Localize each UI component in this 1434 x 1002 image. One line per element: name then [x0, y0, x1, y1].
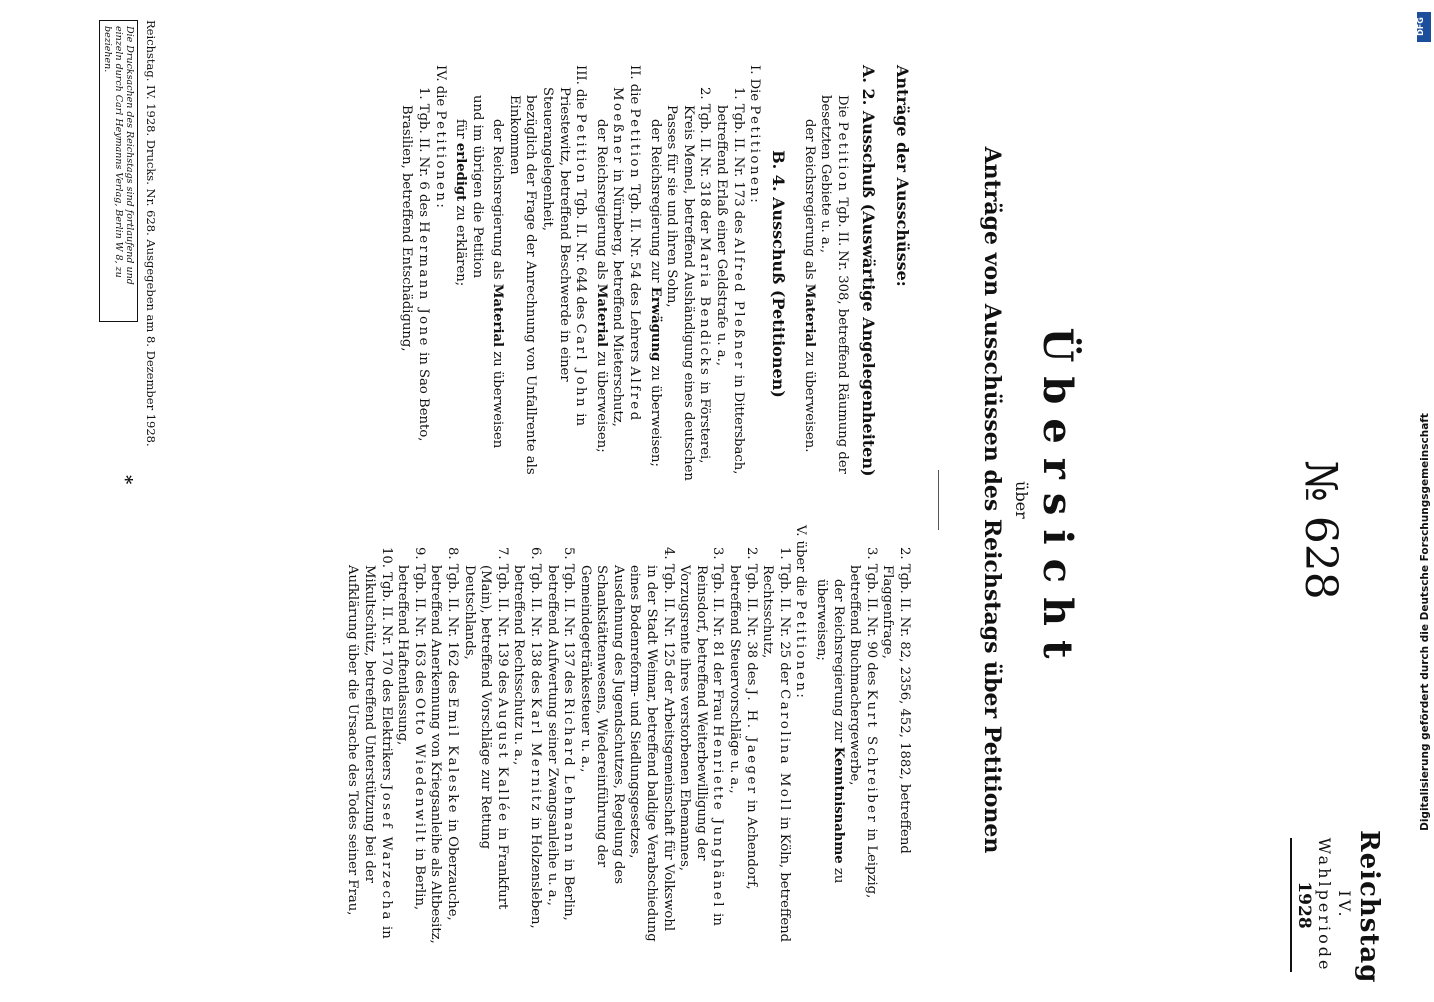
list-item: 5. Tgb. II. Nr. 137 des Richard Lehmann in Berlin, betreffend Aufwertung seiner Zwangsanleihe u. a.,	[544, 547, 577, 921]
list-item: 3. Tgb. II. Nr. 90 des Kurt Schreiber in Leipzig, betreffend Buchmachergewerbe,	[847, 547, 879, 899]
list-item: 6. Tgb. II. Nr. 138 des Karl Mernitz in Holzensleben, betreffend Rechtsschutz u. a.,	[511, 547, 543, 929]
list-item: 3. Tgb. II. Nr. 81 der Frau Henriette Junghänel in Reinsdorf, betreffend Weiterbewilligung der Vorzugsrente ihres verstorbenen Ehemannes,	[677, 547, 726, 926]
document-subtitle: Anträge von Ausschüssen des Reichstags über Petitionen	[979, 146, 1005, 854]
header-rule	[1290, 838, 1292, 972]
list-item: 2. Tgb. II. Nr. 318 der Maria Bendicks in Försterei, Kreis Memel, betreffend Aushändigung eines deutschen Passes für sie und ihren Sohn,	[664, 87, 713, 481]
right-column	[344, 525, 912, 945]
resolution: für erledigt zu erklären;	[453, 119, 469, 287]
footer-star: *	[115, 475, 136, 485]
resolution: der Reichsregierung zur Kenntnisnahme zu überweisen;	[814, 579, 846, 884]
list-item: 9. Tgb. II. Nr. 163 des Otto Wiedenwilt in Berlin, betreffend Haftentlassung,	[395, 547, 427, 911]
section-a-petition: Die Petition Tgb. II. Nr. 308, betreffend Räumung der besetzten Gebiete u. a.,	[818, 95, 850, 474]
footer-box: Die Drucksachen des Reichstags sind fortlaufend und einzeln durch Carl Heymanns Verlag, Berlin W 8, zu beziehen.	[99, 20, 138, 322]
roman-iii: III. die Petition Tgb. II. Nr. 644 des Carl John in Priestewitz, betreffend Beschwerde in einer Steuerangelegenheit,	[540, 65, 589, 426]
roman-v: V. über die Petitionen:	[793, 525, 809, 698]
roman-ii: II. die Petition Tgb. II. Nr. 54 des Lehrers Alfred Moeßner in Nürnberg, betreffend Mieterschutz,	[610, 65, 643, 427]
list-item: 1. Tgb. II. Nr. 25 der Carolina Moll in Köln, betreffend Rechtsschutz,	[760, 547, 792, 943]
document-title: Übersicht	[1034, 327, 1081, 673]
dfg-logo: DFG	[1417, 12, 1431, 42]
list-item: 1. Tgb. II. Nr. 6 des Hermann Jone in Sao Bento, Brasilien, betreffend Entschädigung,	[399, 87, 431, 442]
document-number: № 628	[1295, 460, 1346, 600]
header-block	[1290, 830, 1384, 984]
digitization-note: Digitalisierung gefördert durch die Deutsche Forschungsgemeinschaft	[1419, 413, 1431, 831]
roman-i: I. Die Petitionen:	[747, 65, 763, 203]
list-item: 1. Tgb. II. Nr. 173 des Alfred Pleßner in Dittersbach, betreffend Erlaß einer Geldstrafe u. a.,	[714, 87, 746, 475]
header-title: Reichstag	[1354, 830, 1384, 984]
roman-iv: IV. die Petitionen:	[432, 65, 448, 208]
section-b-heading: B. 4. Ausschuß (Petitionen)	[769, 150, 789, 398]
header-period: IV. Wahlperiode	[1315, 837, 1354, 973]
resolution: der Reichsregierung zur Erwägung zu überweisen;	[647, 119, 663, 467]
clause: und im übrigen die Petition	[469, 95, 485, 279]
title-divider	[938, 470, 939, 530]
list-item: 8. Tgb. II. Nr. 162 des Emil Kaleske in Oberzauche, betreffend Anerkennung von Kriegsanleihe als Altbesitz,	[428, 547, 460, 944]
resolution: der Reichsregierung als Material zu überweisen;	[593, 119, 609, 453]
digitization-strip	[1415, 8, 1433, 992]
section-heading: Anträge der Ausschüsse:	[893, 65, 912, 287]
header-year: 1928	[1294, 881, 1314, 929]
list-item: 7. Tgb. II. Nr. 139 des August Kallée in Frankfurt (Main), betreffend Vorschläge zur Rettung Deutschlands,	[461, 547, 510, 910]
list-item: 10. Tgb. II. Nr. 170 des Elektrikers Josef Warzecha in Mikultschütz, betreffend Unterstützung bei der Aufklärung über die Ursache des Todes seiner Frau,	[345, 547, 394, 939]
left-column	[398, 65, 912, 483]
list-item: 2. Tgb. II. Nr. 38 des J. H. Jaeger in Achendorf, betreffend Steuervorschläge u. a.,	[727, 547, 759, 890]
title-connector: über	[1012, 481, 1031, 519]
section-a-heading: A. 2. Ausschuß (Auswärtige Angelegenheiten)	[859, 65, 878, 477]
list-item: 4. Tgb. II. Nr. 125 der Arbeitsgemeinschaft für Volkswohl in der Stadt Weimar, betreffend baldige Verabschiedung eines Bodenreform- und Siedlungsgesetzes, Ausdehnung des Jugendschutzes, Regelung des Schankstättenwesens, Wiedereinführung der Gemeindegetränkesteuer u. a.,	[577, 547, 676, 942]
section-a-resolution: der Reichsregierung als Material zu überweisen.	[801, 119, 817, 453]
clause: bezüglich der Frage der Anrechnung von Unfallrente als Einkommen	[506, 95, 539, 475]
list-item: 2. Tgb. II. Nr. 82, 2356, 452, 1882, betreffend Flaggenfrage,	[880, 547, 912, 854]
footer-line: Reichstag. IV. 1928. Drucks. Nr. 628. Ausgegeben am 8. Dezember 1928.	[144, 20, 158, 447]
resolution: der Reichsregierung als Material zu überweisen	[490, 119, 506, 449]
